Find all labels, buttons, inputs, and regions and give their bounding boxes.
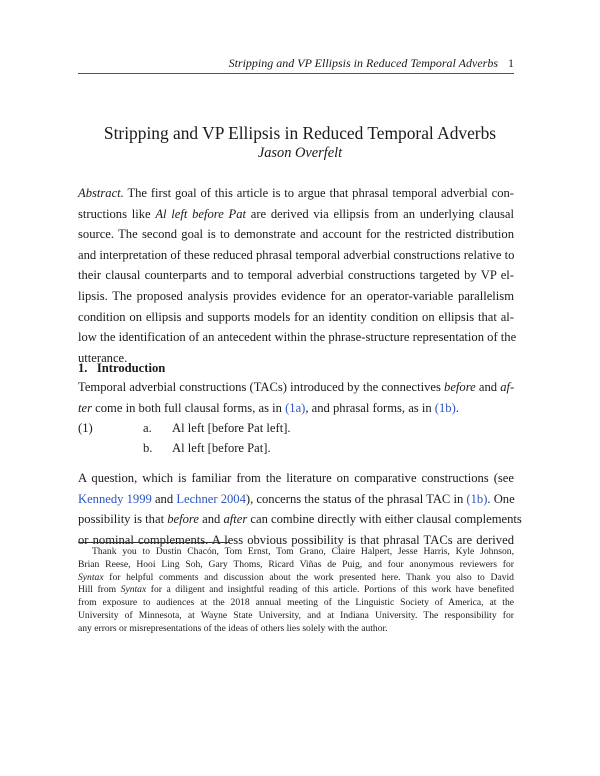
para2-line xyxy=(78,509,522,530)
abstract-line: lipsis. The proposed analysis provides evidence for an operator-variable parallelism xyxy=(78,288,514,303)
footnote xyxy=(78,546,514,636)
abstract-line: utterance. xyxy=(78,350,128,365)
page-number: 1 xyxy=(508,55,514,70)
example-b-label: b. xyxy=(143,441,153,455)
intro-paragraph xyxy=(78,377,514,418)
abstract-line: low the identification of an antecedent within the phrase-structure representation of the xyxy=(78,330,517,345)
section-title: Introduction xyxy=(96,361,166,375)
abstract xyxy=(78,183,517,368)
footnote-text: for a diligent and insightful reading of this article. Portions of this work have benefited xyxy=(150,584,514,596)
footnote-line: University of Minnesota, at Wayne State University, and at Indiana University. The responsibility for xyxy=(78,609,514,621)
intro-term: ter xyxy=(78,400,92,415)
footnote-line: Thank you to Dustin Chacón, Tom Ernst, Tom Grano, Claire Halpert, Jesse Harris, Kyle Johnson, xyxy=(92,546,514,557)
abstract-line: condition on ellipsis and supports models for an identity condition on ellipsis that al- xyxy=(78,309,514,324)
footnote-line: any errors or misrepresentations of the ideas of others lies solely with the author. xyxy=(78,622,388,634)
example-link-1b-second[interactable]: (1b) xyxy=(466,491,488,506)
intro-text: . xyxy=(455,400,459,415)
abstract-line: source. The second goal is to demonstrate and account for the restricted distribution xyxy=(78,227,514,242)
intro-line xyxy=(78,398,514,419)
citation-kennedy-1999[interactable]: Kennedy 1999 xyxy=(78,491,152,506)
abstract-example: Al left before Pat xyxy=(155,206,247,221)
para2-text: and xyxy=(202,512,221,527)
article-author: Jason Overfelt xyxy=(257,145,343,161)
footnote-text: Hill from xyxy=(78,584,117,596)
article-title: Stripping and VP Ellipsis in Reduced Temporal Adverbs xyxy=(103,123,497,143)
footnote-line: Brian Reese, Hooi Ling Soh, Gary Thoms, Ricard Viñas de Puig, and four anonymous reviewers for xyxy=(78,558,514,570)
para2-line xyxy=(78,489,514,510)
section-number: 1. xyxy=(78,361,88,375)
intro-text: Temporal adverbial constructions (TACs) introduced by the connectives xyxy=(78,380,441,394)
intro-line xyxy=(78,377,514,398)
para2-text: ), concerns the status of the phrasal TAC in xyxy=(245,491,464,506)
abstract-line xyxy=(78,183,514,204)
para2-text: and xyxy=(154,491,174,506)
footnote-line xyxy=(78,572,514,585)
abstract-line xyxy=(78,204,514,225)
section-heading xyxy=(78,361,165,376)
header-rule xyxy=(78,73,514,74)
intro-text: and xyxy=(478,380,498,394)
footnote-journal: Syntax xyxy=(120,584,147,596)
paragraph-2 xyxy=(78,468,522,550)
footnote-line: from exposure to audiences at the 2018 annual meeting of the Linguistic Society of America, at the xyxy=(78,597,514,609)
intro-text: , and phrasal forms, as in xyxy=(305,400,432,415)
abstract-text: The first goal of this article is to argue that phrasal temporal adverbial con- xyxy=(127,186,515,200)
para2-text: possibility is that xyxy=(78,512,165,527)
intro-term: before xyxy=(444,380,476,394)
citation-lechner-2004[interactable]: Lechner 2004 xyxy=(176,491,246,506)
intro-text: come in both full clausal forms, as in xyxy=(95,400,282,415)
abstract-text: structions like xyxy=(78,206,151,221)
footnote-journal: Syntax xyxy=(78,571,104,583)
para2-text: can combine directly with either clausal complements xyxy=(250,512,522,527)
para2-term: after xyxy=(223,512,248,527)
example-link-1b[interactable]: (1b) xyxy=(434,400,456,415)
para2-text: . One xyxy=(487,491,515,506)
abstract-label: Abstract. xyxy=(78,186,124,200)
example-number: (1) xyxy=(78,421,93,435)
para2-term: before xyxy=(167,512,199,527)
example-a-label: a. xyxy=(143,421,152,435)
footnote-line xyxy=(78,584,514,597)
para2-line: or nominal complements. A less obvious possibility is that phrasal TACs are derived xyxy=(78,532,514,547)
footnote-text: for helpful comments and discussion about the work presented here. Thank you also to David xyxy=(109,571,514,583)
footnote-rule xyxy=(78,542,230,543)
example-a-text: Al left [before Pat left]. xyxy=(172,421,291,435)
abstract-line: their clausal counterparts and to temporal adverbial constructions targeted by VP el- xyxy=(78,268,514,283)
example-b-text: Al left [before Pat]. xyxy=(172,441,271,455)
running-title: Stripping and VP Ellipsis in Reduced Temporal Adverbs xyxy=(228,55,498,70)
para2-line: A question, which is familiar from the literature on comparative constructions (see xyxy=(78,471,514,485)
intro-term: af- xyxy=(500,380,515,394)
abstract-text: are derived via ellipsis from an underlying clausal xyxy=(250,206,514,221)
running-header xyxy=(78,53,514,73)
abstract-line: and interpretation of these reduced phrasal temporal adverbial constructions relative to xyxy=(78,247,515,262)
example-link-1a[interactable]: (1a) xyxy=(285,400,306,415)
